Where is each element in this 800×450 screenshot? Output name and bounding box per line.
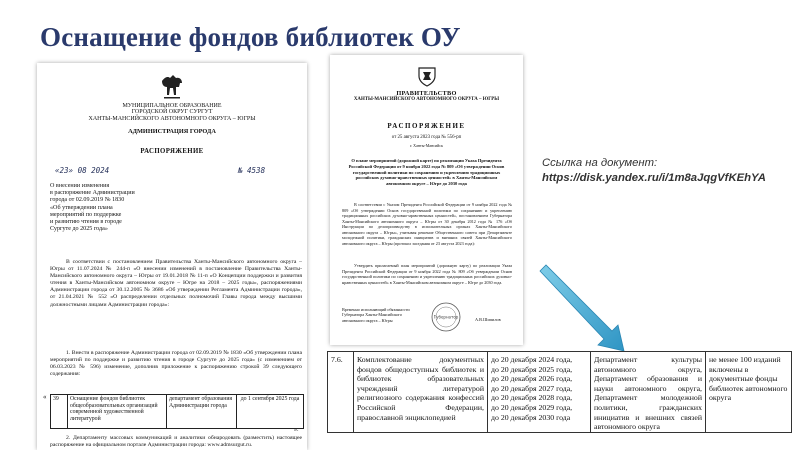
doc2-government: ПРАВИТЕЛЬСТВО (396, 90, 457, 97)
doc1-subject-line: О внесении изменения (50, 183, 110, 189)
doc2-sign-line: автономного округа – Югры (342, 317, 393, 323)
doc2-sign-line: Временно исполняющий обязанности (342, 307, 410, 312)
doc1-row-text: Оснащение фондов библиотек общеобразовательных организаций современной художественной литературой (67, 395, 166, 428)
table-year-line: до 20 декабря 2028 года, (491, 393, 573, 403)
table-year-line: до 20 декабря 2026 года, (491, 374, 573, 384)
coat-of-arms-icon (158, 69, 186, 101)
table-year-line: до 20 декабря 2030 года (491, 412, 571, 422)
khmao-order-document (330, 55, 523, 345)
doc2-stamp-text: Губернатор (433, 314, 459, 320)
table-cell-responsible: Департамент культуры автономного округа, Департамент образования и науки автономного округа, Департамент молодежной политики, гражданских инициатив и внешних связей автономного округа (591, 352, 706, 432)
doc1-row-dept: департамент образования Администрации города (166, 395, 236, 428)
pointer-arrow-icon (530, 255, 640, 365)
doc2-paragraph: Утвердить прилагаемый план мероприятий (дорожную карту) по реализации Указа Президента Российской Федерации от 9 ноября 2022 года № 809 «Об утверждении Основ государственной политики по сохранению и укреплению традиционных российских духовно-нравственных ценностей» в Ханты-Мансийском автономном округе – Югре до 2030 года. (342, 263, 512, 285)
coat-of-arms-icon (416, 65, 438, 87)
doc2-subject: О плане мероприятий (дорожной карте) по реализации Указа Президента Российской Федерации от 9 ноября 2022 года № 809 «Об утверждении Основ государственной политики по сохранению и укреплению традиционных российских духовно-нравственных ценностей» в Ханты-Мансийском автономном округе – Югре до 2030 года (348, 158, 505, 187)
doc1-header-line: ГОРОДСКОЙ ОКРУГ СУРГУТ (131, 109, 213, 116)
doc1-subject-line: в распоряжение Администрации (50, 190, 135, 197)
table-cell-result: не менее 100 изданий включены в документные фонды библиотек автономного округа (709, 355, 788, 403)
doc1-admin: АДМИНИСТРАЦИЯ ГОРОДА (128, 128, 216, 135)
table-year-line: до 20 декабря 2024 года, (491, 355, 573, 364)
doc1-quote-close: ». (294, 427, 299, 433)
doc1-subject-line: города от 02.09.2019 № 1830 (50, 197, 125, 204)
surgut-order-document (37, 63, 307, 450)
stamp-icon (430, 301, 462, 333)
doc1-paragraph: В соответствии с постановлением Правительства Ханты-Мансийского автономного округа – Югры от 11.07.2024 № 244-п «О внесении изменений в постановление Правительства Ханты-Мансийского автономного округа – Югры от 19.01.2018 № 11-п «О Концепции поддержки и развития чтения в Ханты-Мансийском автономном округе – Югре на 2018 – 2025 годы», распоряжениями Администрации города от 30.12.2005 № 3686 «Об утверждении Регламента Администрации города», от 21.04.2021 № 552 «О распределении отдельных полномочий Главы города между высшими должностными лицами Администрации города»: (50, 259, 302, 308)
table-cell-num: 7.6. (328, 352, 354, 432)
doc2-paragraph: В соответствии с Указом Президента Российской Федерации от 9 ноября 2022 года № 809 «Об утверждении Основ государственной политики по сохранению и укреплению традиционных российских духовно-нравственных ценностей», постановлением Губернатора Ханты-Мансийского автономного округа – Югры от 30 декабря 2012 года № 176 «Об Инструкции по делопроизводству в исполнительных органах Ханты-Мансийского автономного округа – Югры», учитывая решение Общественного совета при Департаменте молодежной политики, гражданских инициатив и внешних связей Ханты-Мансийского автономного округа – Югры (протокол заседания от 23 августа 2023 года): (342, 202, 512, 246)
doc1-date: «23» 08 2024 (55, 166, 110, 175)
table-cell-years (488, 352, 591, 432)
doc1-subject-line: мероприятий по поддержке (50, 211, 122, 218)
doc1-paragraph: 2. Департаменту массовых коммуникаций и аналитики обнародовать (разместить) настоящее распоряжение на официальном портале Администрации города: www.admsurgut.ru. (50, 435, 302, 449)
doc2-city: г. Ханты-Мансийск (409, 143, 443, 148)
doc2-title: РАСПОРЯЖЕНИЕ (387, 122, 466, 130)
table-cell-event: Комплектование документных фондов общедоступных библиотек и библиотек образовательных учреждений литературой религиозного содержания конфессий Российской Федерации, православной энциклопедией (354, 352, 488, 432)
doc1-title: РАСПОРЯЖЕНИЕ (140, 148, 204, 155)
doc1-subject (50, 183, 180, 233)
doc2-sign-line: Губернатора Ханты-Мансийского (342, 312, 402, 318)
table-year-line: до 20 декабря 2029 года, (491, 402, 573, 412)
doc1-quote-open: « (43, 393, 47, 401)
doc1-row-num: 39 (53, 396, 59, 402)
doc2-signature-block (342, 307, 442, 323)
doc2-date: от 25 августа 2023 года № 556-рп (391, 135, 462, 140)
doc2-okrug: ХАНТЫ-МАНСИЙСКОГО АВТОНОМНОГО ОКРУГА – ЮГРЫ (353, 97, 500, 102)
link-caption: Ссылка на документ: (542, 157, 658, 169)
table-year-line: до 20 декабря 2025 года, (491, 364, 573, 374)
doc1-subject-line: «Об утверждении плана (50, 204, 113, 211)
doc1-header-line: ХАНТЫ-МАНСИЙСКОГО АВТОНОМНОГО ОКРУГА – ЮГРЫ (88, 115, 256, 122)
plan-table-excerpt (327, 351, 792, 433)
doc1-number: № 4538 (238, 166, 266, 175)
doc1-header-line: МУНИЦИПАЛЬНОЕ ОБРАЗОВАНИЕ (122, 103, 222, 109)
document-link[interactable]: https://disk.yandex.ru/i/1m8aJqgVfKEhYA (542, 172, 766, 184)
doc1-row-date: до 1 сентября 2025 года (236, 395, 303, 428)
doc1-paragraph: 1. Внести в распоряжение Администрации города от 02.09.2019 № 1830 «Об утверждении плана мероприятий по поддержке и развитию чтения в городе Сургуте до 2025 года» (с изменением от 06.03.2023 № 596) изменение, дополнив приложение к распоряжению строкой 39 следующего содержания: (50, 350, 302, 378)
doc1-subject-line: Сургуте до 2025 года» (50, 226, 108, 233)
doc1-inserted-row (50, 394, 304, 429)
slide-title: Оснащение фондов библиотек ОУ (40, 22, 461, 52)
doc1-subject-line: и развитию чтения в городе (50, 219, 122, 226)
table-year-line: до 20 декабря 2027 года, (491, 383, 573, 393)
doc2-signer-name: А.В.Шипилов (475, 317, 501, 322)
